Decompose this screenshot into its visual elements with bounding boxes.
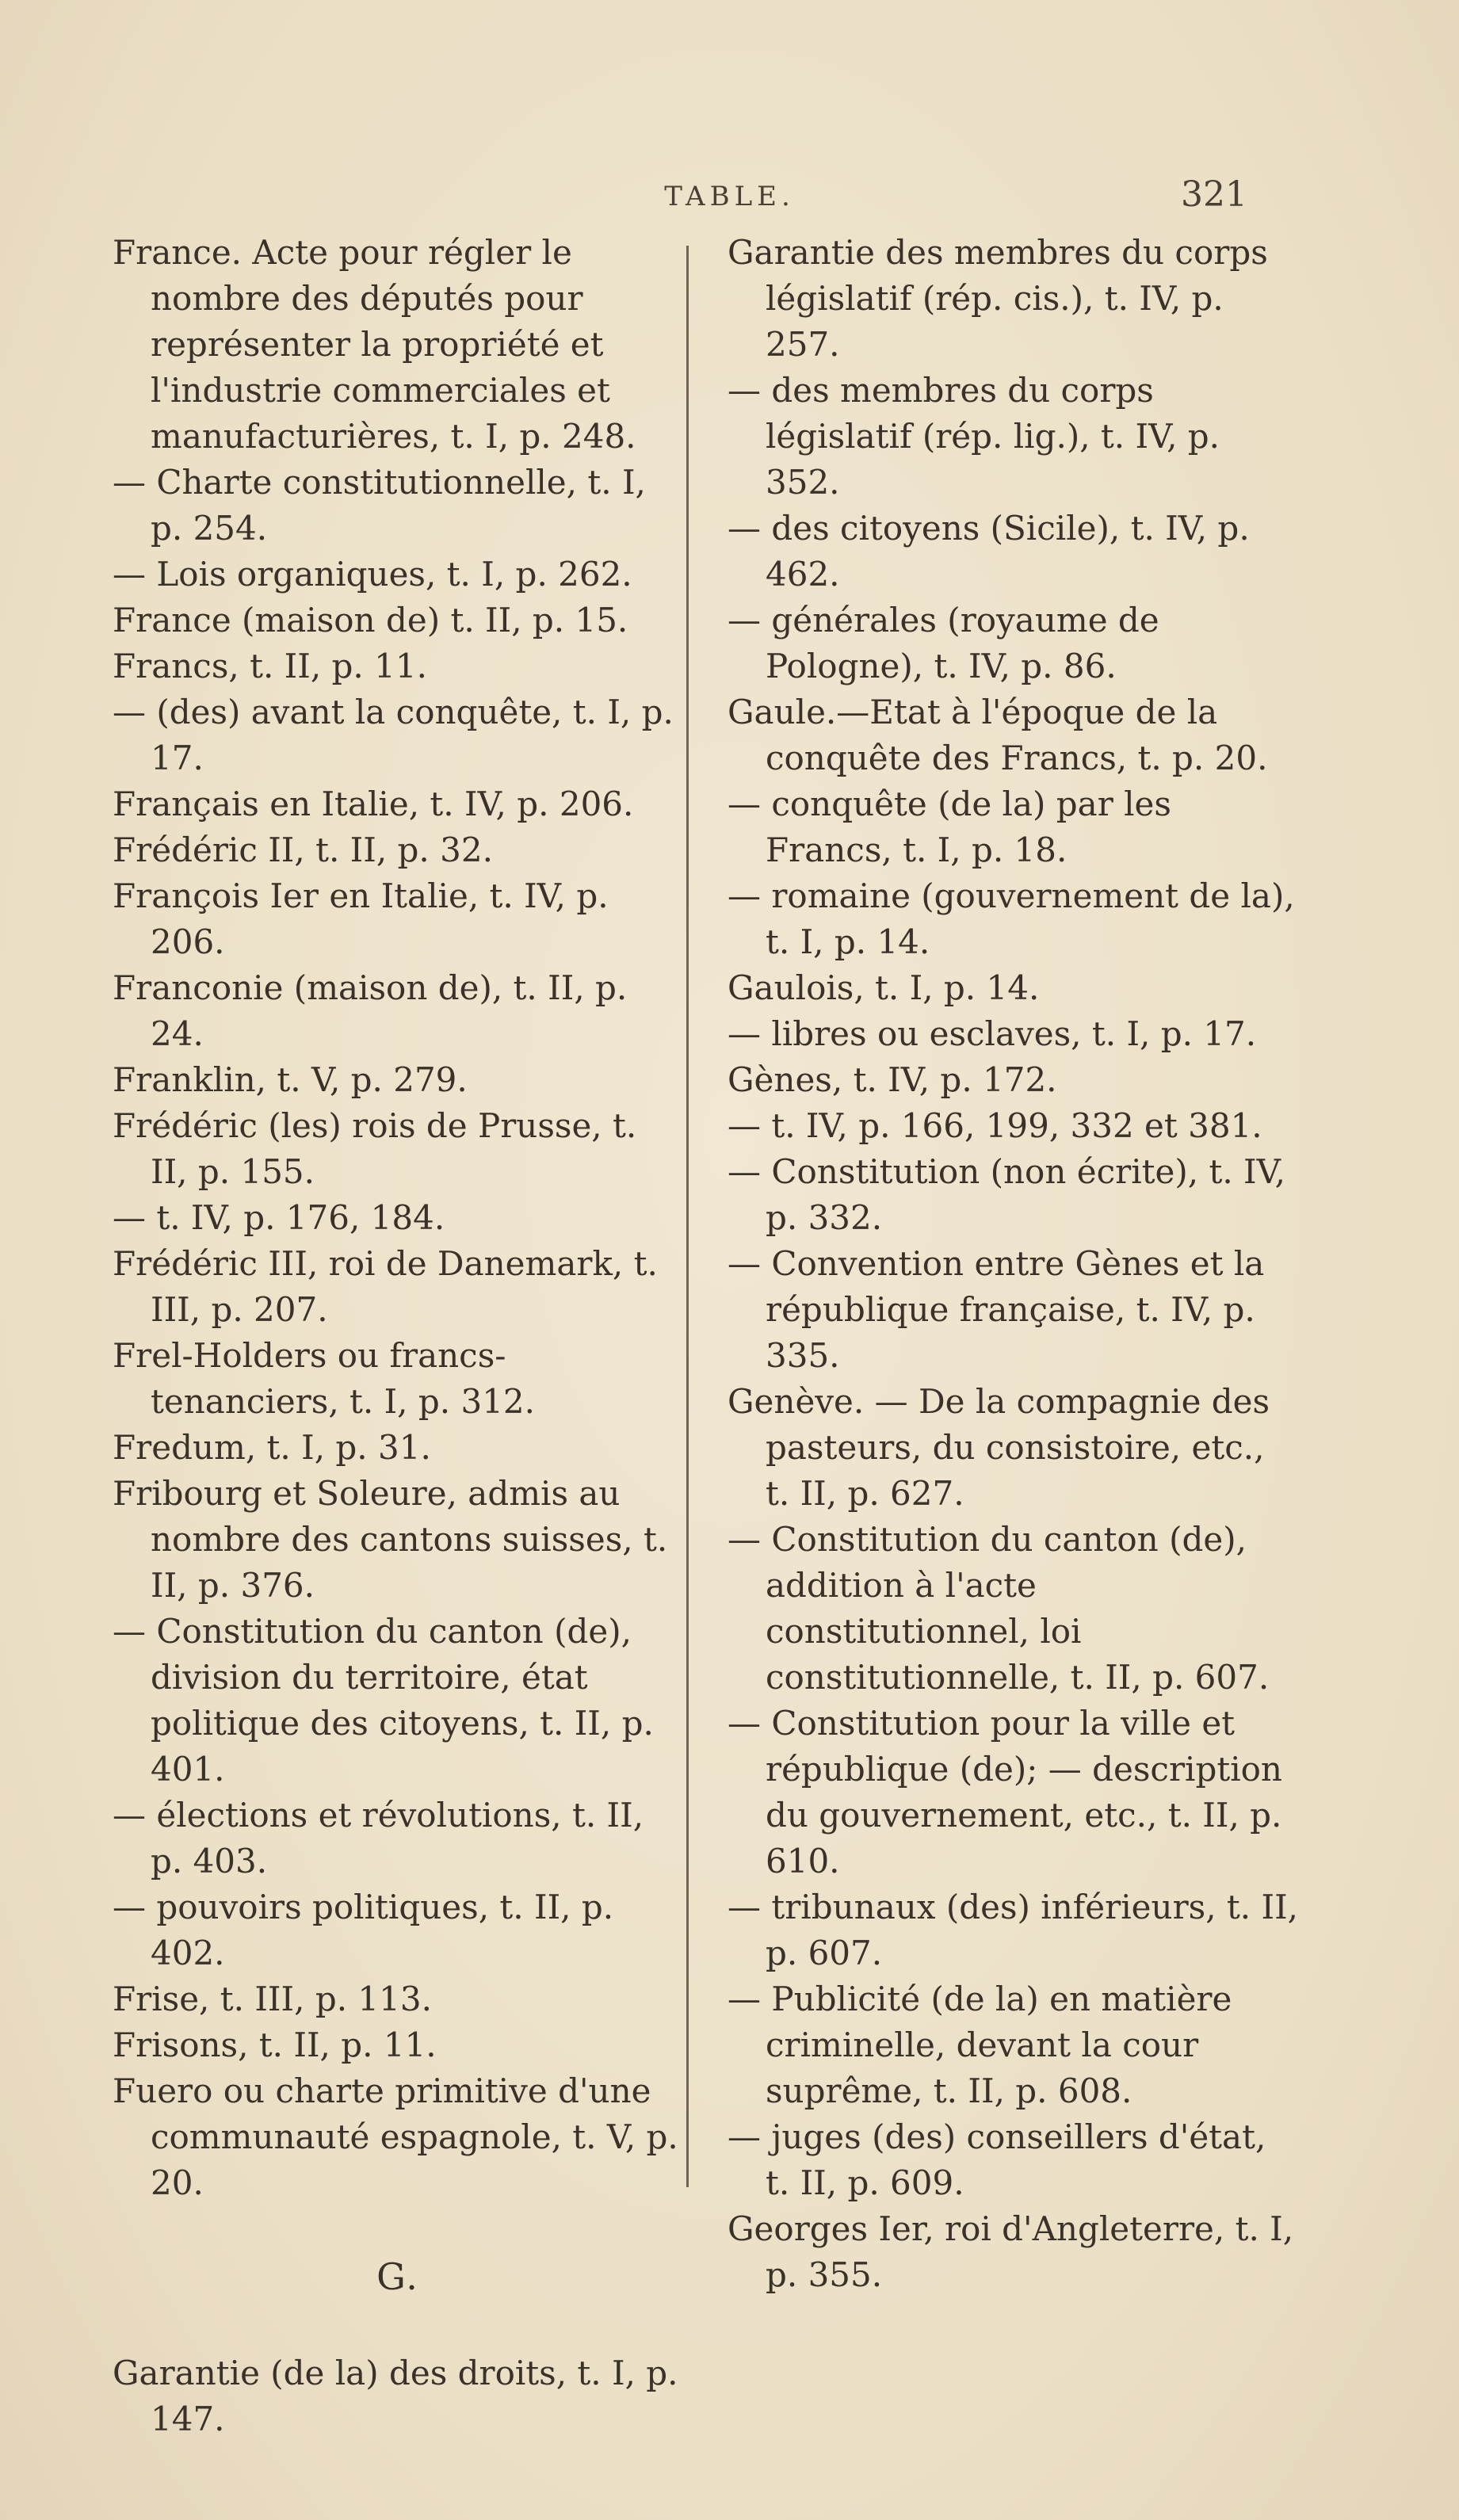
index-entry: Frédéric (les) rois de Prusse, t. II, p. 155. bbox=[113, 1106, 637, 1191]
running-header: TABLE. bbox=[664, 181, 795, 212]
index-entry: — juges (des) conseillers d'état, t. II, p. 609. bbox=[728, 2117, 1266, 2202]
index-entry: Franconie (maison de), t. II, p. 24. bbox=[113, 968, 628, 1053]
index-entry: — (des) avant la conquête, t. I, p. 17. bbox=[113, 693, 674, 777]
index-entry: Franklin, t. V, p. 279. bbox=[113, 1060, 468, 1099]
section-letter: G. bbox=[376, 2255, 419, 2298]
index-entry: Gènes, t. IV, p. 172. bbox=[728, 1060, 1057, 1099]
column-divider bbox=[686, 246, 689, 2187]
index-entry: Frel-Holders ou francs-tenanciers, t. I, p. 312. bbox=[113, 1336, 535, 1421]
index-entry: Frédéric III, roi de Danemark, t. III, p. 207. bbox=[113, 1244, 658, 1329]
index-entry: — Charte constitutionnelle, t. I, p. 254. bbox=[113, 463, 646, 548]
index-entry: Francs, t. II, p. 11. bbox=[113, 647, 427, 685]
index-entry: — conquête (de la) par les Francs, t. I, p. 18. bbox=[728, 785, 1171, 869]
index-entry: — élections et révolutions, t. II, p. 403. bbox=[113, 1796, 644, 1880]
index-entry: Fuero ou charte primitive d'une communauté espagnole, t. V, p. 20. bbox=[113, 2071, 678, 2202]
index-entry: — Constitution du canton (de), division du territoire, état politique des citoyens, t. II, p. 401. bbox=[113, 1612, 654, 1789]
index-entry: — des citoyens (Sicile), t. IV, p. 462. bbox=[728, 509, 1250, 594]
index-entry: — Publicité (de la) en matière criminelle, devant la cour suprême, t. II, p. 608. bbox=[728, 1980, 1232, 2110]
index-entry: Gaulois, t. I, p. 14. bbox=[728, 968, 1040, 1007]
index-entry: Français en Italie, t. IV, p. 206. bbox=[113, 785, 634, 823]
index-entry: — générales (royaume de Pologne), t. IV, p. 86. bbox=[728, 601, 1159, 685]
index-entry: Genève. — De la compagnie des pasteurs, du consistoire, etc., t. II, p. 627. bbox=[728, 1382, 1270, 1513]
right-column bbox=[728, 230, 1298, 2298]
left-column bbox=[113, 230, 683, 2442]
index-entry: Frédéric II, t. II, p. 32. bbox=[113, 830, 493, 869]
index-entry: France (maison de) t. II, p. 15. bbox=[113, 601, 628, 640]
index-entry: — t. IV, p. 176, 184. bbox=[113, 1198, 445, 1237]
index-entry: — t. IV, p. 166, 199, 332 et 381. bbox=[728, 1106, 1262, 1145]
index-entry: François Ier en Italie, t. IV, p. 206. bbox=[113, 876, 609, 961]
index-entry: — Lois organiques, t. I, p. 262. bbox=[113, 555, 632, 594]
index-entry: Frise, t. III, p. 113. bbox=[113, 1980, 432, 2018]
index-entry: Georges Ier, roi d'Angleterre, t. I, p. 355. bbox=[728, 2209, 1294, 2294]
index-entry: Fredum, t. I, p. 31. bbox=[113, 1428, 431, 1467]
index-entry: Garantie des membres du corps législatif (rép. cis.), t. IV, p. 257. bbox=[728, 233, 1268, 364]
index-entry: Fribourg et Soleure, admis au nombre des cantons suisses, t. II, p. 376. bbox=[113, 1474, 668, 1605]
index-entry: Frisons, t. II, p. 11. bbox=[113, 2026, 437, 2064]
index-entry: France. Acte pour régler le nombre des députés pour représenter la propriété et l'industrie commerciales et manufacturières, t. I, p. 248. bbox=[113, 233, 636, 456]
page-number: 321 bbox=[1181, 174, 1247, 215]
index-entry: — des membres du corps législatif (rép. lig.), t. IV, p. 352. bbox=[728, 371, 1220, 502]
index-entry: — libres ou esclaves, t. I, p. 17. bbox=[728, 1014, 1257, 1053]
index-entry: — pouvoirs politiques, t. II, p. 402. bbox=[113, 1888, 614, 1972]
index-entry: Garantie (de la) des droits, t. I, p. 147. bbox=[113, 2354, 678, 2438]
index-entry: — Constitution (non écrite), t. IV, p. 332. bbox=[728, 1152, 1285, 1237]
index-entry: — romaine (gouvernement de la), t. I, p. 14. bbox=[728, 876, 1295, 961]
index-entry: — Convention entre Gènes et la république française, t. IV, p. 335. bbox=[728, 1244, 1265, 1375]
index-entry: Gaule.—Etat à l'époque de la conquête des Francs, t. p. 20. bbox=[728, 693, 1268, 777]
index-entry: — Constitution pour la ville et république (de); — description du gouvernement, etc., t. II, p. 610. bbox=[728, 1704, 1282, 1880]
index-entry: — Constitution du canton (de), addition à l'acte constitutionnel, loi constitutionnelle, t. II, p. 607. bbox=[728, 1520, 1270, 1697]
index-entry: — tribunaux (des) inférieurs, t. II, p. 607. bbox=[728, 1888, 1299, 1972]
